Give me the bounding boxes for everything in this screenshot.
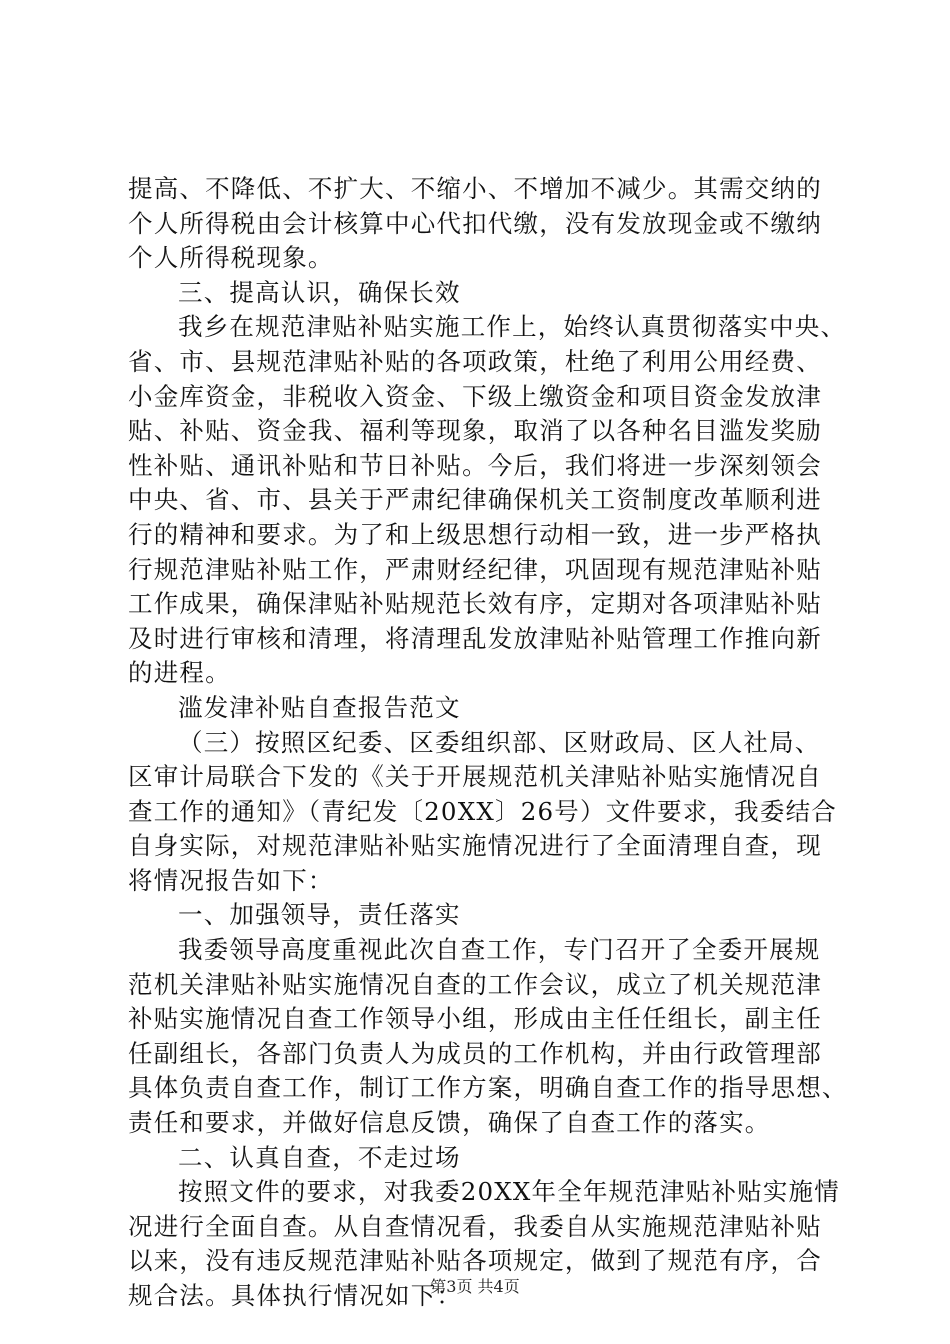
text-line: 中央、省、市、县关于严肃纪律确保机关工资制度改革顺利进 (128, 485, 822, 515)
text-line: （三）按照区纪委、区委组织部、区财政局、区人社局、 (178, 727, 821, 757)
text-line: 小金库资金，非税收入资金、下级上缴资金和项目资金发放津 (128, 381, 822, 411)
text-line: 一、加强领导，责任落实 (178, 900, 461, 930)
text-line: 二、认真自查，不走过场 (178, 1142, 461, 1172)
text-line: 具体负责自查工作，制订工作方案，明确自查工作的指导思想、 (128, 1073, 848, 1103)
text-line: 的进程。 (128, 658, 231, 688)
text-line: 查工作的通知》（青纪发〔20XX〕26号）文件要求，我委结合 (128, 796, 837, 826)
text-line: 提高、不降低、不扩大、不缩小、不增加不减少。其需交纳的 (128, 174, 822, 203)
text-line: 按照文件的要求，对我委20XX年全年规范津贴补贴实施情 (178, 1177, 840, 1207)
text-line: 行规范津贴补贴工作，严肃财经纪律，巩固现有规范津贴补贴 (128, 554, 822, 584)
text-line: 行的精神和要求。为了和上级思想行动相一致，进一步严格执 (128, 519, 822, 549)
text-line: 况进行全面自查。从自查情况看，我委自从实施规范津贴补贴 (128, 1211, 822, 1241)
text-line: 性补贴、通讯补贴和节日补贴。今后，我们将进一步深刻领会 (128, 450, 822, 480)
text-line: 区审计局联合下发的《关于开展规范机关津贴补贴实施情况自 (128, 762, 822, 792)
text-line: 三、提高认识，确保长效 (178, 277, 461, 307)
text-line: 将情况报告如下： (128, 865, 334, 895)
text-line: 我乡在规范津贴补贴实施工作上，始终认真贯彻落实中央、 (178, 312, 847, 342)
text-line: 范机关津贴补贴实施情况自查的工作会议，成立了机关规范津 (128, 969, 822, 999)
text-line: 及时进行审核和清理，将清理乱发放津贴补贴管理工作推向新 (128, 623, 822, 653)
page-number-label: 第3页 共4页 (430, 1277, 520, 1296)
text-line: 滥发津补贴自查报告范文 (178, 692, 461, 722)
text-line: 工作成果，确保津贴补贴规范长效有序，定期对各项津贴补贴 (128, 589, 822, 619)
text-line: 以来，没有违反规范津贴补贴各项规定，做到了规范有序，合 (128, 1246, 822, 1276)
text-line: 个人所得税由会计核算中心代扣代缴，没有发放现金或不缴纳 (128, 208, 822, 238)
text-line: 个人所得税现象。 (128, 243, 334, 273)
text-line: 贴、补贴、资金我、福利等现象，取消了以各种名目滥发奖励 (128, 416, 822, 446)
text-line: 规合法。具体执行情况如下： (128, 1281, 463, 1310)
text-line: 省、市、县规范津贴补贴的各项政策，杜绝了利用公用经费、 (128, 346, 822, 376)
text-line: 我委领导高度重视此次自查工作，专门召开了全委开展规 (178, 935, 821, 965)
page-footer (0, 1274, 950, 1297)
text-line: 补贴实施情况自查工作领导小组，形成由主任任组长，副主任 (128, 1004, 822, 1034)
text-line: 责任和要求，并做好信息反馈，确保了自查工作的落实。 (128, 1108, 771, 1138)
text-line: 任副组长，各部门负责人为成员的工作机构，并由行政管理部 (128, 1038, 822, 1068)
document-body (128, 172, 848, 1314)
text-line: 自身实际，对规范津贴补贴实施情况进行了全面清理自查，现 (128, 831, 822, 861)
